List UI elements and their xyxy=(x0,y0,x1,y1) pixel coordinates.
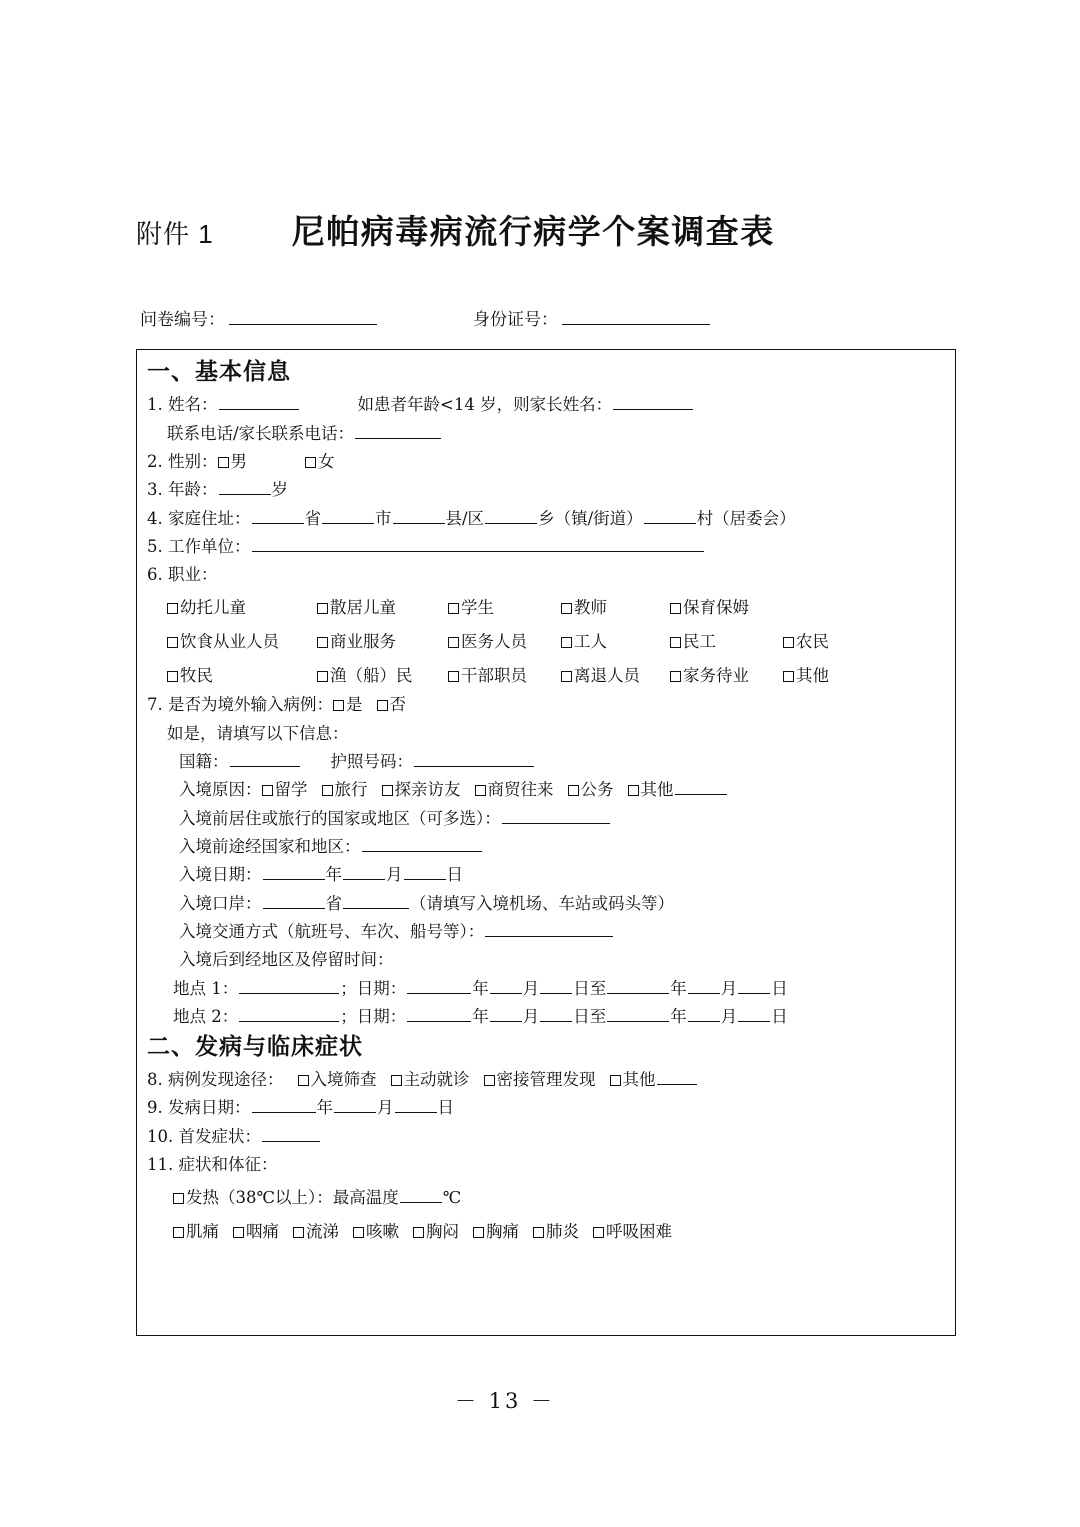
question-7-if-yes xyxy=(137,719,955,747)
countries-before-input[interactable] xyxy=(502,810,610,824)
place2-to-month-input[interactable] xyxy=(688,1008,720,1022)
checkbox-imported-no[interactable] xyxy=(377,700,388,711)
imported-option-no: 否 xyxy=(389,695,406,715)
symptom-option[interactable] xyxy=(173,1218,219,1242)
onset-date-label: 9. 发病日期： xyxy=(147,1098,251,1118)
occupation-option[interactable] xyxy=(783,628,829,652)
address-label: 4. 家庭住址： xyxy=(147,508,251,528)
place1-to-day-input[interactable] xyxy=(738,980,770,994)
checkbox-entry-reason[interactable] xyxy=(262,785,273,796)
occupation-option-label: 工人 xyxy=(574,631,607,651)
detection-route-option: 主动就诊 xyxy=(403,1069,470,1089)
date-year-unit: 年 xyxy=(472,978,489,998)
questionnaire-no-label: 问卷编号： xyxy=(140,310,225,330)
question-3-age xyxy=(137,476,955,504)
question-7-nationality-row xyxy=(137,748,955,776)
occupation-grid xyxy=(137,589,955,691)
detection-route-option: 入境筛查 xyxy=(310,1069,377,1089)
passport-input[interactable] xyxy=(414,753,534,767)
checkbox-occupation[interactable] xyxy=(448,671,459,682)
gender-option-female: 女 xyxy=(318,451,335,471)
date-month-unit: 月 xyxy=(522,978,540,998)
entry-port-label: 入境口岸： xyxy=(179,893,262,913)
checkbox-symptom[interactable] xyxy=(353,1227,364,1238)
question-7-after-entry xyxy=(137,946,955,974)
gender-label: 2. 性别： xyxy=(147,451,218,471)
symptom-option-label: 肺炎 xyxy=(546,1221,579,1241)
section-1-heading: 一、基本信息 xyxy=(147,358,291,385)
address-town-input[interactable] xyxy=(485,510,537,524)
question-1-phone xyxy=(137,419,955,447)
nationality-label: 国籍： xyxy=(179,752,229,772)
question-7-imported-case xyxy=(137,691,955,719)
checkbox-symptom[interactable] xyxy=(233,1227,244,1238)
checkbox-occupation[interactable] xyxy=(317,671,328,682)
transport-input[interactable] xyxy=(485,923,613,937)
occupation-option-label: 牧民 xyxy=(180,665,213,685)
entry-date-day-unit: 日 xyxy=(446,865,463,885)
checkbox-occupation[interactable] xyxy=(783,671,794,682)
fever-unit: ℃ xyxy=(442,1187,462,1207)
place2-from-day-input[interactable] xyxy=(540,1008,572,1022)
first-symptom-label: 10. 首发症状： xyxy=(147,1126,261,1146)
countries-before-label: 入境前居住或旅行的国家或地区（可多选）： xyxy=(179,808,501,828)
detection-route-option: 密接管理发现 xyxy=(496,1069,596,1089)
symptom-option[interactable] xyxy=(233,1218,279,1242)
checkbox-entry-reason-other[interactable] xyxy=(628,785,639,796)
place2-from-month-input[interactable] xyxy=(490,1008,522,1022)
symptom-option[interactable] xyxy=(533,1218,579,1242)
after-entry-label: 入境后到经地区及停留时间： xyxy=(179,950,394,970)
occupation-option-label: 渔（船）民 xyxy=(330,665,413,685)
place2-from-year-input[interactable] xyxy=(407,1008,471,1022)
entry-reason-other-input[interactable] xyxy=(675,781,727,795)
onset-date-day-unit: 日 xyxy=(437,1098,454,1118)
occupation-option[interactable] xyxy=(167,594,317,618)
onset-date-year-input[interactable] xyxy=(252,1099,316,1113)
detection-route-option: 其他 xyxy=(622,1069,656,1089)
checkbox-occupation[interactable] xyxy=(448,637,459,648)
phone-label: 联系电话/家长联系电话： xyxy=(167,423,355,443)
place1-to-year-input[interactable] xyxy=(607,980,669,994)
first-symptom-input[interactable] xyxy=(262,1128,320,1142)
address-unit-province: 省 xyxy=(304,508,321,528)
symptom-option[interactable] xyxy=(293,1218,339,1242)
phone-input[interactable] xyxy=(355,425,441,439)
section-2-heading: 二、发病与临床症状 xyxy=(147,1032,363,1060)
question-8-detection-route xyxy=(137,1065,955,1093)
occupation-option-label: 干部职员 xyxy=(461,665,527,685)
header-fields xyxy=(140,305,960,330)
occupation-option-label: 商业服务 xyxy=(330,631,396,651)
question-4-address xyxy=(137,504,955,532)
occupation-row xyxy=(167,657,955,691)
checkbox-detection-route[interactable] xyxy=(391,1075,402,1086)
checkbox-occupation[interactable] xyxy=(317,603,328,614)
symptom-option-label: 肌痛 xyxy=(186,1221,219,1241)
question-5-workplace xyxy=(137,532,955,560)
occupation-option[interactable] xyxy=(167,662,317,686)
place2-label: 地点 2： xyxy=(173,1006,239,1026)
occupation-option[interactable] xyxy=(561,594,670,618)
occupation-option-label: 家务待业 xyxy=(683,665,749,685)
date-day-unit: 日 xyxy=(771,978,788,998)
place1-input[interactable] xyxy=(239,980,339,994)
page-number: － 13 － xyxy=(454,1389,556,1413)
checkbox-occupation[interactable] xyxy=(317,637,328,648)
occupation-option[interactable] xyxy=(670,628,783,652)
onset-date-month-unit: 月 xyxy=(377,1098,394,1118)
checkbox-occupation[interactable] xyxy=(167,637,178,648)
question-9-onset-date xyxy=(137,1094,955,1122)
checkbox-occupation[interactable] xyxy=(561,603,572,614)
date-day-unit: 日 xyxy=(771,1006,788,1026)
checkbox-imported-yes[interactable] xyxy=(333,700,344,711)
occupation-option-label: 民工 xyxy=(683,631,716,651)
entry-date-month-unit: 月 xyxy=(386,865,403,885)
entry-reason-option: 留学 xyxy=(274,780,308,800)
question-11-symptoms-label xyxy=(137,1150,955,1178)
occupation-option-label: 农民 xyxy=(796,631,829,651)
symptoms-label: 11. 症状和体征： xyxy=(147,1154,278,1174)
symptom-option-label: 咳嗽 xyxy=(366,1221,399,1241)
name-label: 1. 姓名： xyxy=(147,395,218,415)
occupation-option[interactable] xyxy=(783,662,829,686)
checkbox-symptom[interactable] xyxy=(413,1227,424,1238)
occupation-label: 6. 职业： xyxy=(147,565,218,585)
entry-date-day-input[interactable] xyxy=(404,866,446,880)
questionnaire-no-input[interactable] xyxy=(229,309,377,325)
id-card-no-label: 身份证号： xyxy=(473,310,558,330)
occupation-option-label: 医务人员 xyxy=(461,631,527,651)
question-7-entry-reason xyxy=(137,776,955,804)
question-7-place-2 xyxy=(137,1002,955,1030)
passport-label: 护照号码： xyxy=(330,752,413,772)
place2-to-year-input[interactable] xyxy=(607,1008,669,1022)
symptom-option[interactable] xyxy=(473,1218,519,1242)
checkbox-occupation[interactable] xyxy=(167,671,178,682)
entry-port-province-unit: 省 xyxy=(325,893,342,913)
entry-reason-option: 探亲访友 xyxy=(394,780,461,800)
checkbox-entry-reason[interactable] xyxy=(475,785,486,796)
form-box xyxy=(136,349,956,1336)
onset-date-month-input[interactable] xyxy=(334,1099,376,1113)
occupation-option-label: 幼托儿童 xyxy=(180,597,246,617)
address-province-input[interactable] xyxy=(252,510,304,524)
checkbox-detection-route[interactable] xyxy=(298,1075,309,1086)
symptom-option-label: 胸痛 xyxy=(486,1221,519,1241)
occupation-option[interactable] xyxy=(448,628,561,652)
workplace-label: 5. 工作单位： xyxy=(147,536,251,556)
address-unit-village: 村（居委会） xyxy=(696,508,796,528)
if-yes-note: 如是，请填写以下信息： xyxy=(167,723,349,743)
age-input[interactable] xyxy=(219,481,271,495)
place1-label: 地点 1： xyxy=(173,978,239,998)
occupation-option[interactable] xyxy=(561,628,670,652)
occupation-option[interactable] xyxy=(317,628,448,652)
symptom-option-label: 流涕 xyxy=(306,1221,339,1241)
occupation-option[interactable] xyxy=(448,662,561,686)
symptom-option-label: 呼吸困难 xyxy=(606,1221,672,1241)
question-10-first-symptom xyxy=(137,1122,955,1150)
symptom-option-label: 咽痛 xyxy=(246,1221,279,1241)
question-7-transit xyxy=(137,833,955,861)
question-7-entry-date xyxy=(137,861,955,889)
age-unit: 岁 xyxy=(271,480,288,500)
address-unit-city: 市 xyxy=(375,508,392,528)
checkbox-occupation[interactable] xyxy=(561,671,572,682)
entry-reason-option: 旅行 xyxy=(334,780,368,800)
question-6-occupation-label xyxy=(137,561,955,589)
symptom-option[interactable] xyxy=(593,1218,672,1242)
id-card-no-input[interactable] xyxy=(562,309,710,325)
symptom-option[interactable] xyxy=(413,1218,459,1242)
title-row xyxy=(136,206,956,253)
address-village-input[interactable] xyxy=(644,510,696,524)
entry-port-province-input[interactable] xyxy=(263,895,325,909)
question-7-transport xyxy=(137,917,955,945)
occupation-option[interactable] xyxy=(670,662,783,686)
fever-row xyxy=(137,1179,955,1213)
place2-input[interactable] xyxy=(239,1008,339,1022)
fever-label: 发热（38℃以上）：最高温度 xyxy=(186,1187,399,1207)
entry-reason-option: 公务 xyxy=(580,780,614,800)
occupation-option-label: 其他 xyxy=(796,665,829,685)
checkbox-symptom[interactable] xyxy=(473,1227,484,1238)
gender-option-male: 男 xyxy=(230,451,247,471)
checkbox-occupation[interactable] xyxy=(670,637,681,648)
occupation-option-label: 散居儿童 xyxy=(330,597,396,617)
address-unit-town: 乡（镇/街道） xyxy=(538,508,643,528)
place2-date-label: ；日期： xyxy=(340,1006,407,1026)
transit-input[interactable] xyxy=(362,838,482,852)
occupation-option[interactable] xyxy=(317,662,448,686)
date-month-unit: 月 xyxy=(720,978,738,998)
entry-port-note: （请填写入境机场、车站或码头等） xyxy=(410,893,674,913)
max-temperature-input[interactable] xyxy=(400,1189,442,1203)
imported-case-label: 7. 是否为境外输入病例： xyxy=(147,695,333,715)
transport-label: 入境交通方式（航班号、车次、船号等）： xyxy=(179,921,485,941)
address-unit-county: 县/区 xyxy=(445,508,485,528)
detection-route-label: 8. 病例发现途径： xyxy=(147,1069,284,1089)
checkbox-male[interactable] xyxy=(218,457,229,468)
place1-to-month-input[interactable] xyxy=(688,980,720,994)
checkbox-occupation[interactable] xyxy=(670,671,681,682)
guardian-name-input[interactable] xyxy=(613,396,693,410)
date-month-unit: 月 xyxy=(720,1006,738,1026)
date-to-label: 日至 xyxy=(573,1006,607,1026)
checkbox-occupation[interactable] xyxy=(167,603,178,614)
checkbox-symptom[interactable] xyxy=(173,1227,184,1238)
occupation-row xyxy=(167,623,955,657)
date-year-unit: 年 xyxy=(472,1006,489,1026)
checkbox-occupation[interactable] xyxy=(670,603,681,614)
workplace-input[interactable] xyxy=(252,538,704,552)
transit-label: 入境前途经国家和地区： xyxy=(179,837,361,856)
occupation-option[interactable] xyxy=(167,628,317,652)
place1-from-year-input[interactable] xyxy=(407,980,471,994)
entry-date-label: 入境日期： xyxy=(179,865,262,885)
entry-date-year-unit: 年 xyxy=(325,865,342,885)
checkbox-symptom[interactable] xyxy=(593,1227,604,1238)
question-2-gender xyxy=(137,447,955,475)
date-to-label: 日至 xyxy=(573,978,607,998)
entry-port-name-input[interactable] xyxy=(343,895,409,909)
age-label: 3. 年龄： xyxy=(147,480,218,500)
symptom-list-row xyxy=(137,1213,955,1247)
occupation-option[interactable] xyxy=(317,594,448,618)
checkbox-detection-route[interactable] xyxy=(484,1075,495,1086)
question-1-name xyxy=(137,391,955,419)
occupation-option-label: 离退人员 xyxy=(574,665,640,685)
attachment-label: 附件 1 xyxy=(136,219,214,249)
occupation-option-label: 饮食从业人员 xyxy=(180,631,279,651)
date-month-unit: 月 xyxy=(522,1006,540,1026)
occupation-option[interactable] xyxy=(670,594,783,618)
place1-from-month-input[interactable] xyxy=(490,980,522,994)
occupation-option[interactable] xyxy=(561,662,670,686)
onset-date-day-input[interactable] xyxy=(395,1099,437,1113)
address-county-input[interactable] xyxy=(393,510,445,524)
checkbox-symptom[interactable] xyxy=(533,1227,544,1238)
question-7-countries-before xyxy=(137,804,955,832)
checkbox-fever[interactable] xyxy=(173,1193,184,1204)
place2-to-day-input[interactable] xyxy=(738,1008,770,1022)
entry-reason-label: 入境原因： xyxy=(179,780,262,800)
date-year-unit: 年 xyxy=(670,978,687,998)
entry-reason-option: 其他 xyxy=(640,780,674,800)
name-input[interactable] xyxy=(219,396,299,410)
occupation-option-label: 保育保姆 xyxy=(683,597,749,617)
onset-date-year-unit: 年 xyxy=(316,1098,333,1118)
checkbox-occupation[interactable] xyxy=(448,603,459,614)
checkbox-female[interactable] xyxy=(305,457,316,468)
checkbox-occupation[interactable] xyxy=(783,637,794,648)
checkbox-detection-route-other[interactable] xyxy=(610,1075,621,1086)
symptom-option[interactable] xyxy=(353,1218,399,1242)
entry-reason-option: 商贸往来 xyxy=(487,780,554,800)
imported-option-yes: 是 xyxy=(346,695,363,715)
entry-date-month-input[interactable] xyxy=(343,866,385,880)
question-7-place-1 xyxy=(137,974,955,1002)
nationality-input[interactable] xyxy=(230,753,300,767)
place1-date-label: ；日期： xyxy=(340,978,407,998)
occupation-option-label: 学生 xyxy=(461,597,494,617)
address-city-input[interactable] xyxy=(322,510,374,524)
occupation-option-label: 教师 xyxy=(574,597,607,617)
question-7-entry-port xyxy=(137,889,955,917)
place1-from-day-input[interactable] xyxy=(540,980,572,994)
checkbox-occupation[interactable] xyxy=(561,637,572,648)
occupation-option[interactable] xyxy=(448,594,561,618)
checkbox-entry-reason[interactable] xyxy=(568,785,579,796)
symptom-option-label: 胸闷 xyxy=(426,1221,459,1241)
guardian-name-label: 如患者年龄<14 岁，则家长姓名： xyxy=(357,395,613,415)
detection-route-other-input[interactable] xyxy=(657,1071,697,1085)
entry-date-year-input[interactable] xyxy=(263,866,325,880)
occupation-row xyxy=(167,589,955,623)
checkbox-entry-reason[interactable] xyxy=(322,785,333,796)
page-title: 尼帕病毒病流行病学个案调查表 xyxy=(291,212,775,251)
date-year-unit: 年 xyxy=(670,1006,687,1026)
checkbox-entry-reason[interactable] xyxy=(382,785,393,796)
checkbox-symptom[interactable] xyxy=(293,1227,304,1238)
